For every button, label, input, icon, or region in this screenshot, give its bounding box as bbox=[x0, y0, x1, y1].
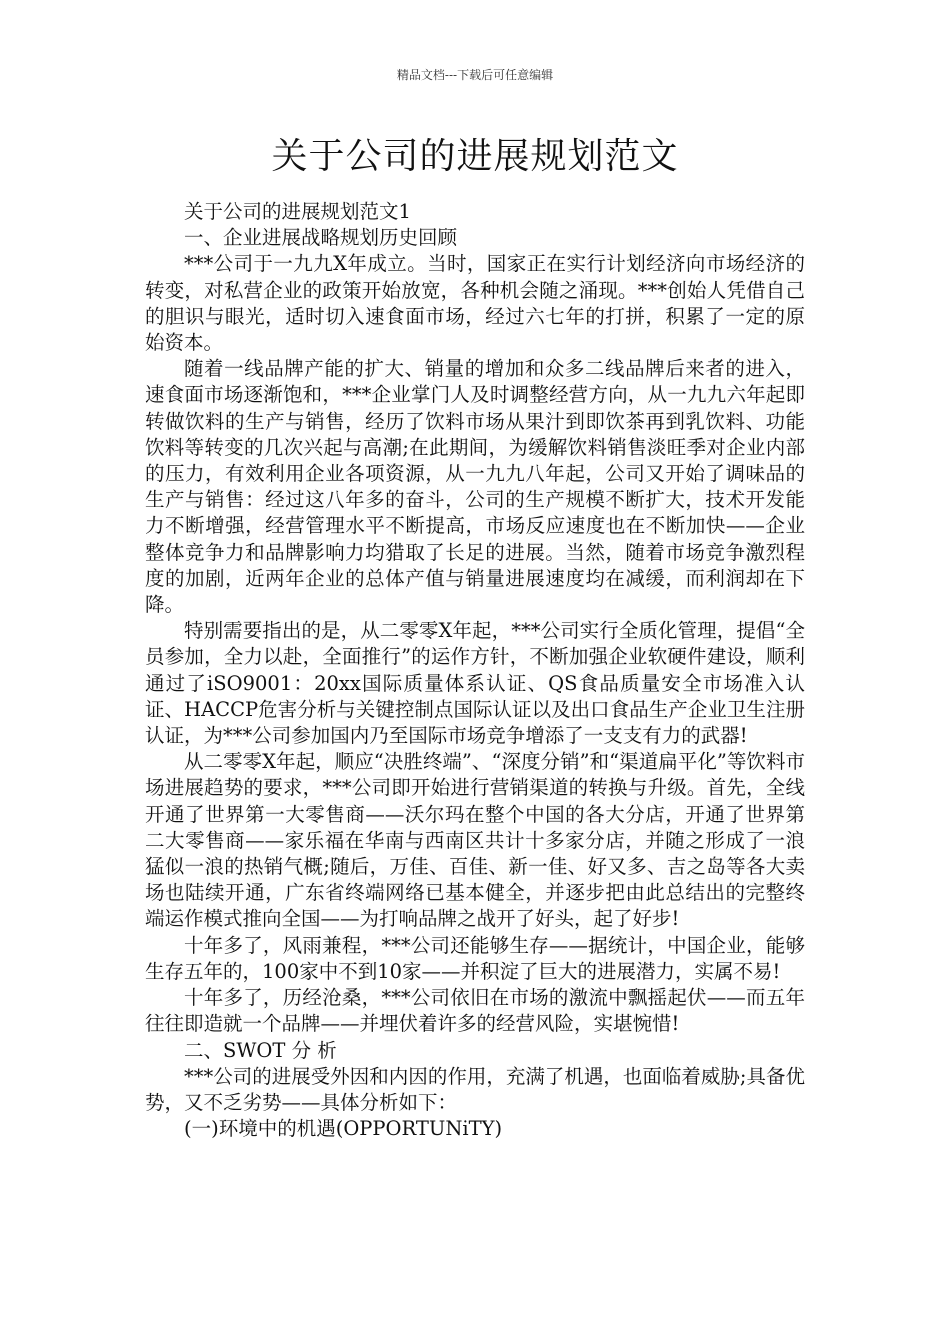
body-paragraph: ***公司于一九九X年成立。当时，国家正在实行计划经济向市场经济的转变，对私营企业的政策开始放宽，各种机会随之涌现。***创始人凭借自己的胆识与眼光，适时切入速食面市场，经过六七年的打拼，积累了一定的原始资本。 bbox=[145, 252, 805, 355]
body-paragraph: 随着一线品牌产能的扩大、销量的增加和众多二线品牌后来者的进入，速食面市场逐渐饱和，***企业掌门人及时调整经营方向，从一九九六年起即转做饮料的生产与销售，经历了饮料市场从果汁到即饮茶再到乳饮料、功能饮料等转变的几次兴起与高潮;在此期间，为缓解饮料销售淡旺季对企业内部的压力，有效利用企业各项资源，从一九九八年起，公司又开始了调味品的生产与销售：经过这八年多的奋斗，公司的生产规模不断扩大，技术开发能力不断增强，经营管理水平不断提高，市场反应速度也在不断加快——企业整体竞争力和品牌影响力均猎取了长足的进展。当然，随着市场竞争激烈程度的加剧，近两年企业的总体产值与销量进展速度均在减缓，而利润却在下降。 bbox=[145, 357, 805, 617]
body-paragraph: 十年多了，历经沧桑，***公司依旧在市场的激流中飘摇起伏——而五年往往即造就一个品牌——并埋伏着许多的经营风险，实堪惋惜! bbox=[145, 986, 805, 1036]
document-title: 关于公司的进展规划范文 bbox=[271, 136, 679, 177]
section-heading: 关于公司的进展规划范文1 bbox=[184, 200, 411, 223]
document-body bbox=[145, 199, 805, 1142]
body-paragraph: 从二零零X年起，顺应“决胜终端”、“深度分销”和“渠道扁平化”等饮料市场进展趋势的要求，***公司即开始进行营销渠道的转换与升级。首先，全线开通了世界第一大零售商——沃尔玛在整个中国的各大分店，开通了世界第二大零售商——家乐福在华南与西南区共计十多家分店，并随之形成了一浪猛似一浪的热销气概;随后，万佳、百佳、新一佳、好又多、吉之岛等各大卖场也陆续开通，广东省终端网络已基本健全，并逐步把由此总结出的完整终端运作模式推向全国——为打响品牌之战开了好头，起了好步! bbox=[145, 750, 805, 931]
body-paragraph: ***公司的进展受外因和内因的作用，充满了机遇，也面临着威胁;具备优势，又不乏劣势——具体分析如下： bbox=[145, 1064, 805, 1114]
header-note: 精品文档---下载后可任意编辑 bbox=[396, 68, 554, 82]
subsection-heading: 二、SWOT 分 析 bbox=[184, 1038, 337, 1062]
subsection-heading: 一、企业进展战略规划历史回顾 bbox=[184, 226, 458, 250]
body-paragraph: 特别需要指出的是，从二零零X年起，***公司实行全质化管理，提倡“全员参加，全力以赴，全面推行”的运作方针，不断加强企业软硬件建设，顺利通过了iSO9001：20xx国际质量体系认证、QS食品质量安全市场准入认证、HACCP危害分析与关键控制点国际认证以及出口食品生产企业卫生注册认证，为***公司参加国内乃至国际市场竞争增添了一支支有力的武器! bbox=[145, 619, 805, 748]
subsection-heading: (一)环境中的机遇(OPPORTUNiTY) bbox=[184, 1117, 503, 1141]
body-paragraph: 十年多了，风雨兼程，***公司还能够生存——据统计，中国企业，能够生存五年的，100家中不到10家——并积淀了巨大的进展潜力，实属不易! bbox=[145, 933, 805, 983]
